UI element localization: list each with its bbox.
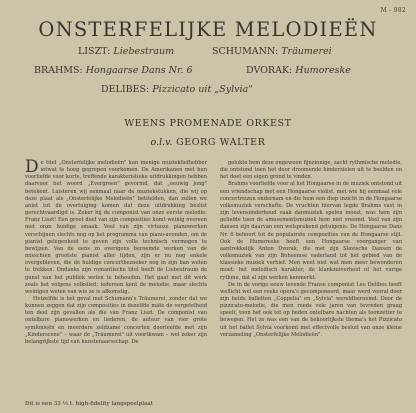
- format-note: Dit is een 33 ⅓ t. high-fidelity langspeelplaat: [25, 401, 153, 407]
- orchestra-name: WEENS PROMENADE ORKEST: [124, 118, 292, 129]
- conductor-prefix: o.l.v.: [150, 137, 173, 148]
- drop-cap: D: [25, 157, 39, 177]
- track-composer: DVORAK:: [246, 65, 293, 76]
- track-composer: LISZT:: [78, 46, 111, 57]
- liner-notes-right-column: [220, 160, 402, 339]
- track-composer: SCHUMANN:: [212, 46, 279, 57]
- liner-paragraph: Brahms voorliefde voor al het Hongaarse in de muziek ontstond uit een vriendschap met een Hongaarse violist, met wie hij eenmaal vele concertreizen ondernam en die hem een diep inzicht in de Hongaarse volksmuziek verschafte. De vruchten hiervan legde Brahms vast in zijn levensonderhoud vaak danmuziek spelen moest, was hem zijn geliefde toen de amusementsmuziek hem niet vreemd. Veel van zijn dansen zijn daarvan een welsprekend getuigenis. De Hongaarse Dans Nr. 6 behoort tot de populairste composities van de Hongaarse stijl. Ook de Humoreske heeft een Hongaarse voorganger van aantrekkelijk Anton Dvorak, die met zijn Slavische Dansen de volksmuziek van zijn Boheemse vaderland tot het gebied van de klassieke muziek verhief. Men weet niet wat men meer bewonderen moet: het melodisch karakter, de klankzuiverheid of het vurige rythme, dat al zijn werken kenmerkt.: [220, 181, 402, 281]
- album-title: ONSTERFELIJKE MELODIEËN: [38, 18, 378, 41]
- liner-paragraph: Hetzelfde is het geval met Schumann's Träumerei, zonder dat we kunnen zeggen dat zijn composities in dezelfde mate de vergetelheid ten deel zijn gevallen als die van Franz Liszt. De componist van ontelbare pianowerken en liederen, de auteur van vier grote symfonieën en meerdere zeldzame concerten doorleefde met zijn „Kinderscene" – waar de „Träumerei" uit voortkwam – wel zeker zijn belangrijkste tijd van kunstenaarsschap. De: [25, 295, 207, 345]
- liner-paragraph: De titel „Onsterfelijke melodieën" kan menige muziekliefhebber ietwat te hoog gegrepen voorkomen. De Amerikanen met hun voorliefde voor korte, treffende karakteristieke uitdrukkingen hebben daarvoor het woord „Evergreen" gevormd, dat „eeuwig jong" betekent. Luisteren wij eenmaal naar de muziekstukken, die wij op deze plaat als „Onsterfelijke Melodieën" betitelden, dan zullen we aniet tot de overtuiging komen dat deze uitdrukking beslist gerechtvaardigd is. Zeker bij de componist van onze eerste melodie: Franz Liszt! Een groot deel van zijn composities komt weinig overeen met onze huidige smaak. Veel van zijn virtuoze pianowerken verschijnen slechts nog op het programma van piano-avonden, om de pianist gelegenheid te geven zijn volle technisch vermogen te bewijzen. Van de eens zo overigens beroemde werken van de misschien grootste pianist aller tijden, zijn er nu nog enkele overgebleven, die de huidige concertbezoeker nog in zijn ban weten te trekken. Ondanks zijn romantische titel heeft de Liebestraum de gunst van het publiek weten te behouden. Het gaat met dit werk zoals het volgens volkslied: iedereen kent de melodie, maar slechts weinigen weten van wie ze is afkomstig.: [25, 157, 207, 295]
- conductor-name: GEORG WALTER: [176, 137, 266, 148]
- track-composer: DELIBES:: [101, 84, 150, 95]
- conductor-line: [0, 137, 416, 148]
- track-work: Hongaarse Dans Nr. 6: [85, 65, 193, 76]
- track-work: Humoreske: [295, 65, 351, 76]
- liner-paragraph: De in de vorige eeuw levende Franse componist Leo Delibes heeft wellicht wel een reeks opera's gecomponeerd, maar werd vooral door zijn beide balletten „Coppelia" en „Sylvia" wereldberoemd. Door de pizzicato-melodie, die men reeds vele jaren van tevreden graag speelt, toon het ook tot op heden ontelbare nachten als toonzetter te bewegen. Het zo was een van de bekoorlijkste thema's het Pizzicato uit het ballet Sylvia voorkomt met effectvolle besluit van onze kleine verzameling „Onsterfelijke Melodieën".: [220, 281, 402, 338]
- liner-notes-left-column: [25, 157, 207, 346]
- track-work: Liebestraum: [113, 46, 175, 57]
- track-work: Pizzicato uit „Sylvia": [152, 84, 253, 95]
- catalog-number: M - 982: [380, 7, 406, 14]
- track-composer: BRAHMS:: [34, 65, 83, 76]
- liner-paragraph: gelukte hem deze ongewoon fijnzinnige, zacht rythmische melodie, die ontstond toen het door droomende kinderzielen uit te beelden en het doet een eigen grond te vinden.: [220, 160, 402, 181]
- track-work: Träumerei: [281, 46, 332, 57]
